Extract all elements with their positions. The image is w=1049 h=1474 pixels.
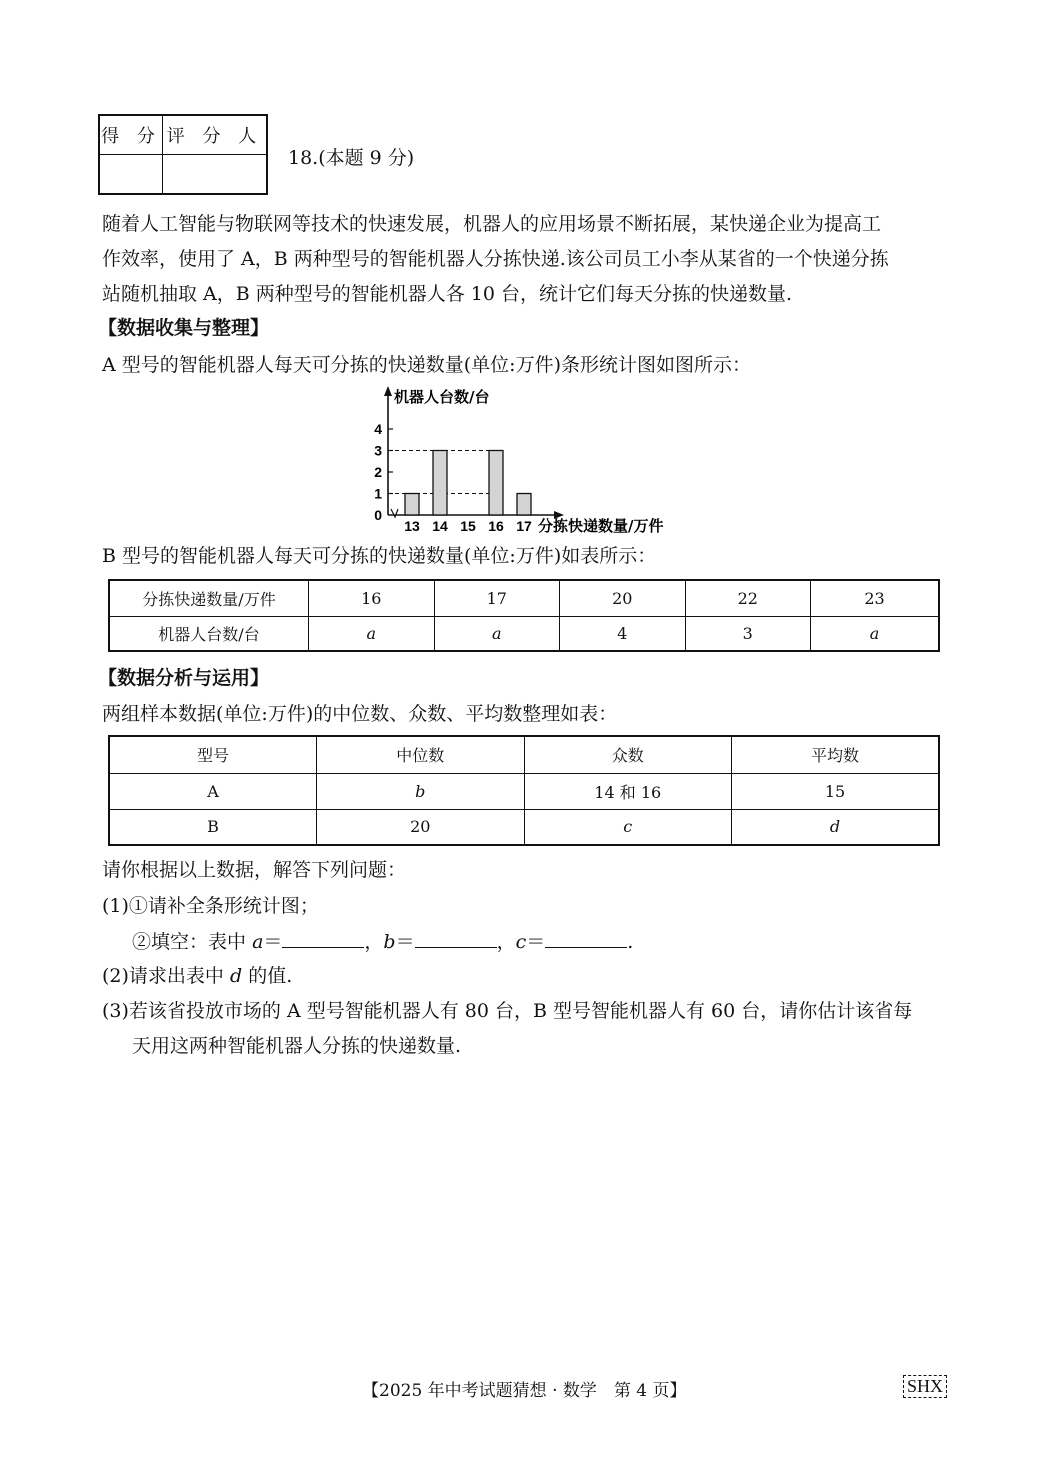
stats-cell: 14 和 16 [524,773,732,809]
x-axis-label: 分拣快递数量/万件 [538,517,664,535]
stats-cell: d [732,809,940,845]
x-tick-label: 17 [516,518,532,534]
y-tick-label: 1 [374,485,382,502]
answer-a-blank[interactable] [282,927,364,948]
question-1-2 [132,924,633,960]
stats-table [108,735,940,846]
var-a: a [252,931,264,953]
table-b-row2-header: 机器人台数/台 [109,616,309,651]
equals-sign: ＝ [263,931,283,953]
intro-line-3: 站随机抽取 A，B 两种型号的智能机器人各 10 台，统计它们每天分拣的快递数量. [102,283,793,305]
table-b [108,579,940,652]
score-label: 得 分 [99,115,163,155]
intro-line-2: 作效率，使用了 A，B 两种型号的智能机器人分拣快递.该公司员工小李从某省的一个快递分拣 [102,248,889,270]
table-b-cell: 23 [811,580,940,616]
grader-label: 评 分 人 [163,115,268,155]
var-d: d [229,965,243,987]
table-b-cell: a [811,616,940,651]
table-b-cell: a [434,616,560,651]
y-axis-label: 机器人台数/台 [394,388,490,406]
section-heading-collection: 【数据收集与整理】 [98,317,270,339]
stats-cell: b [317,773,525,809]
q1-2-prefix: ②填空：表中 [132,931,247,953]
question-3-line-2: 天用这两种智能机器人分拣的快递数量. [132,1035,462,1057]
question-3-line-1: (3)若该省投放市场的 A 型号智能机器人有 80 台，B 型号智能机器人有 60 台，请你估计该省每 [102,1000,913,1022]
bar-chart [340,380,690,540]
b-description: B 型号的智能机器人每天可分拣的快递数量(单位:万件)如表所示： [102,545,657,567]
answer-b-blank[interactable] [415,927,497,948]
period: . [627,931,634,953]
score-box [98,114,268,195]
question-2 [102,958,292,994]
stats-cell: 15 [732,773,940,809]
table-b-cell: 16 [309,580,435,616]
table-b-cell: a [309,616,435,651]
equals-sign: ＝ [526,931,546,953]
question-1-1: (1)①请补全条形统计图； [102,895,319,917]
grader-cell[interactable] [163,155,268,195]
bar [489,451,503,516]
table-b-cell: 20 [560,580,686,616]
bar [405,494,419,516]
stats-cell: B [109,809,317,845]
table-b-cell: 4 [560,616,686,651]
q2-suffix: 的值. [248,965,293,987]
stats-cell: A [109,773,317,809]
question-number: 18.(本题 9 分) [288,147,415,169]
stats-header: 平均数 [732,736,940,773]
a-description: A 型号的智能机器人每天可分拣的快递数量(单位:万件)条形统计图如图所示： [102,354,751,376]
x-tick-label: 14 [432,518,448,534]
questions-lead: 请你根据以上数据，解答下列问题： [102,859,407,881]
answer-c-blank[interactable] [545,927,627,948]
y-tick-label: 2 [374,464,382,480]
stats-header: 型号 [109,736,317,773]
q2-prefix: (2)请求出表中 [102,965,224,987]
intro-line-1: 随着人工智能与物联网等技术的快速发展，机器人的应用场景不断拓展，某快递企业为提高工 [102,213,882,235]
y-tick-label: 4 [374,421,382,437]
y-axis-arrow [384,386,392,396]
stats-description: 两组样本数据(单位:万件)的中位数、众数、平均数整理如表： [102,703,618,725]
var-b: b [383,931,396,953]
var-c: c [515,931,527,953]
stats-cell: 20 [317,809,525,845]
y-tick-label: 3 [374,442,382,459]
table-b-cell: 17 [434,580,560,616]
stats-cell: c [524,809,732,845]
comma: ， [364,931,384,953]
equals-sign: ＝ [395,931,415,953]
y-tick-label: 0 [374,507,382,523]
bar [517,494,531,516]
x-tick-label: 15 [460,518,476,534]
table-b-row1-header: 分拣快递数量/万件 [109,580,309,616]
stats-header: 中位数 [317,736,525,773]
section-heading-analysis: 【数据分析与运用】 [98,667,270,689]
comma: ， [496,931,516,953]
bar [433,451,447,516]
footer-code: SHX [903,1375,947,1398]
score-cell[interactable] [99,155,163,195]
stats-header: 众数 [524,736,732,773]
x-tick-label: 13 [404,518,420,534]
table-b-cell: 22 [685,580,811,616]
table-b-cell: 3 [685,616,811,651]
x-tick-label: 16 [488,518,504,534]
page-footer: 【2025 年中考试题猜想 · 数学 第 4 页】 [362,1381,687,1401]
